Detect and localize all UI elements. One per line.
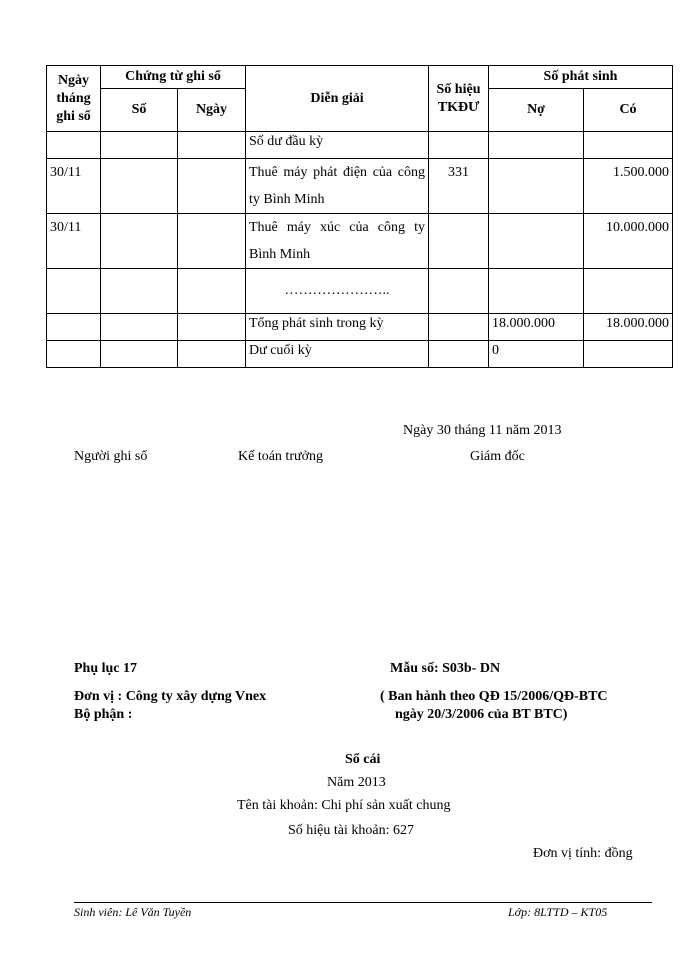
book-year: Năm 2013 bbox=[327, 775, 386, 790]
account-name-label: Tên tài khoản: bbox=[237, 798, 318, 813]
cell-credit: 1.500.000 bbox=[584, 159, 673, 214]
unit-label: Đơn vị : Công ty xây dựng Vnex bbox=[74, 689, 267, 704]
department-label: Bộ phận : bbox=[74, 707, 133, 722]
cell-debit: 0 bbox=[489, 341, 584, 368]
cell-desc: Thuê máy phát điện của công ty Bình Minh bbox=[246, 159, 429, 214]
table-row bbox=[47, 159, 673, 214]
table-row bbox=[47, 314, 673, 341]
header-voucher: Chứng từ ghi sổ bbox=[101, 66, 246, 89]
header-description: Diễn giải bbox=[246, 66, 429, 132]
header-account: Số hiệu TKĐƯ bbox=[429, 66, 489, 132]
footer-class: Lớp: 8LTTD – KT05 bbox=[508, 905, 608, 919]
cell-acct bbox=[429, 269, 489, 314]
cell-debit bbox=[489, 159, 584, 214]
cell-acct bbox=[429, 214, 489, 269]
ledger-table bbox=[46, 65, 673, 368]
cell-acct bbox=[429, 341, 489, 368]
cell-desc: Thuê máy xúc của công ty Bình Minh bbox=[246, 214, 429, 269]
footer-divider bbox=[74, 902, 652, 903]
table-row bbox=[47, 269, 673, 314]
header-credit: Có bbox=[584, 89, 673, 132]
signature-chief-accountant: Kế toán trưởng bbox=[238, 449, 323, 464]
cell-acct bbox=[429, 314, 489, 341]
cell-debit bbox=[489, 132, 584, 159]
cell-credit: 10.000.000 bbox=[584, 214, 673, 269]
account-name: Chi phí sản xuất chung bbox=[321, 798, 451, 813]
issued-line-1: ( Ban hành theo QĐ 15/2006/QĐ-BTC bbox=[380, 689, 608, 704]
account-name-line bbox=[237, 798, 450, 814]
cell-date bbox=[47, 269, 101, 314]
account-number-line bbox=[288, 823, 414, 839]
cell-desc: Dư cuối kỳ bbox=[246, 341, 429, 368]
table-row bbox=[47, 341, 673, 368]
cell-acct: 331 bbox=[429, 159, 489, 214]
cell-credit bbox=[584, 132, 673, 159]
signature-date: Ngày 30 tháng 11 năm 2013 bbox=[403, 423, 562, 438]
account-number-label: Số hiệu tài khoản: bbox=[288, 823, 390, 838]
cell-date: 30/11 bbox=[47, 159, 101, 214]
cell-credit bbox=[584, 341, 673, 368]
signature-recorder: Người ghi sổ bbox=[74, 449, 148, 464]
cell-debit: 18.000.000 bbox=[489, 314, 584, 341]
book-title: Sổ cái bbox=[345, 752, 381, 767]
cell-desc: Tổng phát sinh trong kỳ bbox=[246, 314, 429, 341]
cell-date bbox=[47, 341, 101, 368]
header-debit: Nợ bbox=[489, 89, 584, 132]
footer-student: Sinh viên: Lê Văn Tuyền bbox=[74, 905, 192, 919]
currency-unit: Đơn vị tính: đồng bbox=[533, 846, 633, 861]
cell-acct bbox=[429, 132, 489, 159]
cell-credit bbox=[584, 269, 673, 314]
cell-date: 30/11 bbox=[47, 214, 101, 269]
appendix-title: Phụ lục 17 bbox=[74, 661, 138, 676]
cell-desc: ………………….. bbox=[246, 269, 429, 314]
header-date: Ngày tháng ghi sổ bbox=[47, 66, 101, 132]
table-row bbox=[47, 132, 673, 159]
form-number: Mẫu số: S03b- DN bbox=[390, 661, 501, 676]
table-row bbox=[47, 214, 673, 269]
cell-date bbox=[47, 132, 101, 159]
cell-desc: Số dư đầu kỳ bbox=[246, 132, 429, 159]
header-voucher-no: Số bbox=[101, 89, 178, 132]
issued-line-2: ngày 20/3/2006 của BT BTC) bbox=[395, 707, 568, 722]
signature-director: Giám đốc bbox=[470, 449, 525, 464]
cell-debit bbox=[489, 269, 584, 314]
cell-credit: 18.000.000 bbox=[584, 314, 673, 341]
header-amount: Số phát sinh bbox=[489, 66, 673, 89]
cell-date bbox=[47, 314, 101, 341]
account-number: 627 bbox=[393, 823, 414, 838]
header-voucher-date: Ngày bbox=[178, 89, 246, 132]
cell-debit bbox=[489, 214, 584, 269]
